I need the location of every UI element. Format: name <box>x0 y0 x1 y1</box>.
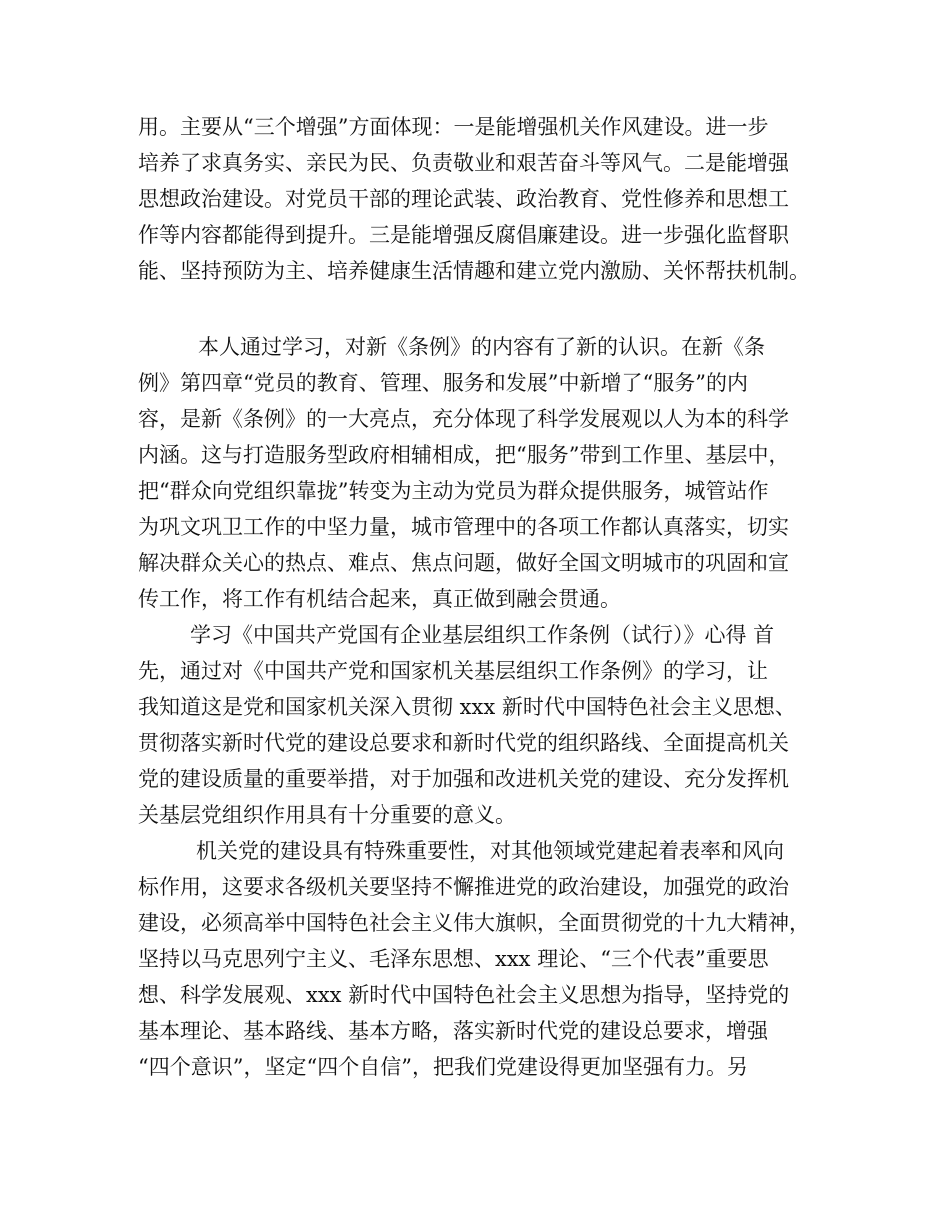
text-line: 传工作，将工作有机结合起来，真正做到融会贯通。 <box>138 587 621 611</box>
text-line: 贯彻落实新时代党的建设总要求和新时代党的组织路线、全面提高机关 <box>138 731 789 755</box>
text-line: 坚持以马克思列宁主义、毛泽东思想、xxx 理论、“三个代表”重要思 <box>138 947 769 971</box>
text-line: 容，是新《条例》的一大亮点，充分体现了科学发展观以人为本的科学 <box>138 407 789 431</box>
text-line: 培养了求真务实、亲民为民、负责敬业和艰苦奋斗等风气。二是能增强 <box>138 151 789 175</box>
text-line: 机关党的建设具有特殊重要性，对其他领域党建起着表率和风向 <box>196 839 784 863</box>
text-line: 本人通过学习，对新《条例》的内容有了新的认识。在新《条 <box>198 335 765 359</box>
text-line: 解决群众关心的热点、难点、焦点问题，做好全国文明城市的巩固和宣 <box>138 551 789 575</box>
text-line: 党的建设质量的重要举措，对于加强和改进机关党的建设、充分发挥机 <box>138 767 789 791</box>
text-line: 内涵。这与打造服务型政府相辅相成，把“服务”带到工作里、基层中， <box>138 443 790 467</box>
text-line: 为巩文巩卫工作的中坚力量，城市管理中的各项工作都认真落实，切实 <box>138 515 789 539</box>
text-line: 先，通过对《中国共产党和国家机关基层组织工作条例》的学习，让 <box>138 659 768 683</box>
text-line: “四个意识”，坚定“四个自信”，把我们党建设得更加坚强有力。另 <box>138 1055 748 1079</box>
text-line: 把“群众向党组织靠拢”转变为主动为党员为群众提供服务，城管站作 <box>138 479 769 503</box>
text-line: 例》第四章“党员的教育、管理、服务和发展”中新增了“服务”的内 <box>138 371 748 395</box>
text-line: 能、坚持预防为主、培养健康生活情趣和建立党内激励、关怀帮扶机制。 <box>138 259 810 283</box>
text-line: 建设，必须高举中国特色社会主义伟大旗帜，全面贯彻党的十九大精神， <box>138 911 810 935</box>
text-line: 学习《中国共产党国有企业基层组织工作条例（试行）》心得 首 <box>190 623 775 647</box>
text-line: 思想政治建设。对党员干部的理论武装、政治教育、党性修养和思想工 <box>138 187 789 211</box>
text-line: 作等内容都能得到提升。三是能增强反腐倡廉建设。进一步强化监督职 <box>138 223 789 247</box>
text-line: 关基层党组织作用具有十分重要的意义。 <box>138 803 516 827</box>
text-line: 我知道这是党和国家机关深入贯彻 xxx 新时代中国特色社会主义思想、 <box>138 695 796 719</box>
text-line: 基本理论、基本路线、基本方略，落实新时代党的建设总要求，增强 <box>138 1019 768 1043</box>
text-line: 想、科学发展观、xxx 新时代中国特色社会主义思想为指导，坚持党的 <box>138 983 790 1007</box>
text-line: 标作用，这要求各级机关要坚持不懈推进党的政治建设，加强党的政治 <box>138 875 789 899</box>
text-line: 用。主要从“三个增强”方面体现：一是能增强机关作风建设。进一步 <box>138 115 769 139</box>
